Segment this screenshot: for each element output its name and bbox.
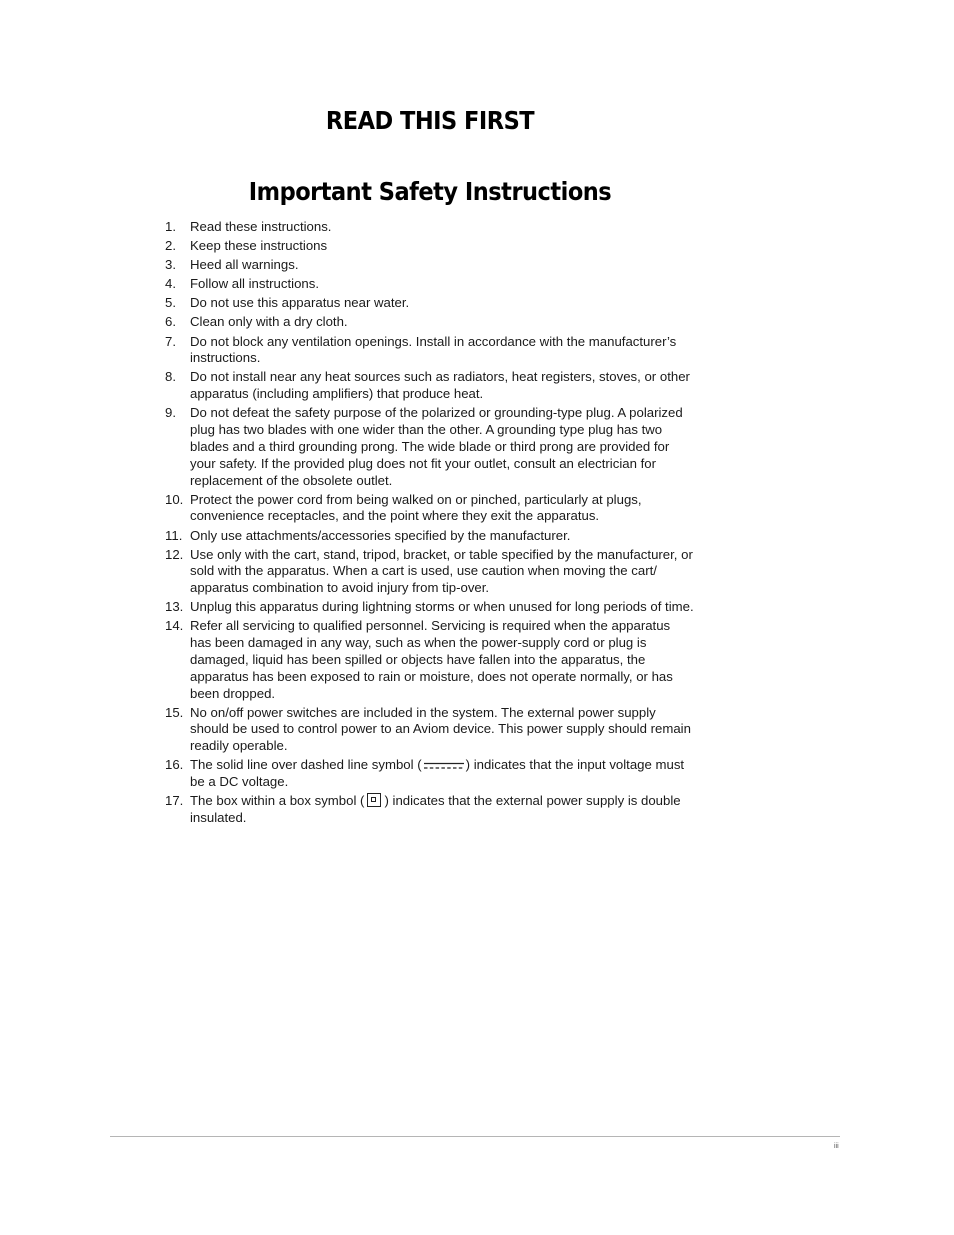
item-number: 14. [165,618,184,634]
item-text: No on/off power switches are included in the system. The external power supply should be used to control power to an Aviom device. This power supply should remain readily operable. [190,704,691,754]
list-item [165,599,695,616]
item-text: Use only with the cart, stand, tripod, bracket, or table specified by the manufacturer, or sold with the apparatus. When a cart is used, use caution when moving the cart/ apparatus combination to avoid injury from tip-over. [190,546,693,596]
safety-instructions-list [165,219,695,829]
list-item [165,334,695,368]
double-insulated-symbol-icon [367,793,381,807]
list-item [165,276,695,293]
item-text-before: The box within a box symbol ( [190,793,365,809]
item-number: 7. [165,333,176,349]
item-number: 8. [165,369,176,385]
item-number: 9. [165,405,176,421]
item-number: 15. [165,704,184,720]
item-number: 2. [165,238,176,254]
item-text: Unplug this apparatus during lightning storms or when unused for long periods of time. [190,599,694,615]
item-number: 6. [165,314,176,330]
item-text: Do not block any ventilation openings. Install in accordance with the manufacturer’s instructions. [190,333,677,366]
list-item [165,238,695,255]
item-text: Follow all instructions. [190,276,319,292]
item-text: Keep these instructions [190,238,328,254]
page-number: iii [834,1143,839,1150]
item-text: Clean only with a dry cloth. [190,314,348,330]
item-text: Read these instructions. [190,219,332,234]
list-item [165,492,695,526]
item-text: Heed all warnings. [190,257,299,273]
item-number: 1. [165,219,176,234]
item-text: Refer all servicing to qualified personnel. Servicing is required when the apparatus has been damaged in any way, such as when the power-supply cord or plug is damaged, liquid has been spilled or objects have fallen into the apparatus, the apparatus has been exposed to rain or moisture, does not operate normally, or has been dropped. [190,618,673,701]
list-item [165,547,695,597]
list-item [165,757,695,791]
item-number: 17. [165,793,184,809]
list-item [165,257,695,274]
item-number: 12. [165,546,184,562]
item-number: 10. [165,491,184,507]
list-item [165,793,695,827]
item-number: 3. [165,257,176,273]
dc-voltage-symbol-icon [424,762,464,770]
item-number: 4. [165,276,176,292]
item-text: Do not use this apparatus near water. [190,295,410,311]
item-text: Do not install near any heat sources such as radiators, heat registers, stoves, or other apparatus (including amplifiers) that produce heat. [190,369,690,402]
list-item [165,528,695,545]
list-item [165,405,695,489]
item-text: Do not defeat the safety purpose of the polarized or grounding-type plug. A polarized plug has two blades with one wider than the other. A grounding type plug has two blades and a third grounding prong. The wide blade or third prong are provided for your safety. If the provided plug does not fit your outlet, consult an electrician for replacement of the obsolete outlet. [190,405,683,488]
footer-divider [110,1136,840,1137]
item-number: 11. [165,527,183,543]
list-item [165,314,695,331]
item-text: Protect the power cord from being walked on or pinched, particularly at plugs, convenience receptacles, and the point where they exit the apparatus. [190,491,642,524]
item-text-before: The solid line over dashed line symbol ( [190,757,422,773]
item-number: 16. [165,757,184,773]
list-item [165,219,695,236]
list-item [165,369,695,403]
item-number: 13. [165,599,184,615]
list-item [165,295,695,312]
item-number: 5. [165,295,176,311]
item-text-after: ) indicates that the external power supply is double insulated. [190,793,681,826]
list-item [165,618,695,702]
item-text-after: ) indicates that the input voltage must be a DC voltage. [190,757,685,790]
read-this-first-heading: READ THIS FIRST [325,106,535,135]
list-item [165,705,695,755]
item-text: Only use attachments/accessories specified by the manufacturer. [190,527,571,543]
page-title: Important Safety Instructions [248,177,612,206]
